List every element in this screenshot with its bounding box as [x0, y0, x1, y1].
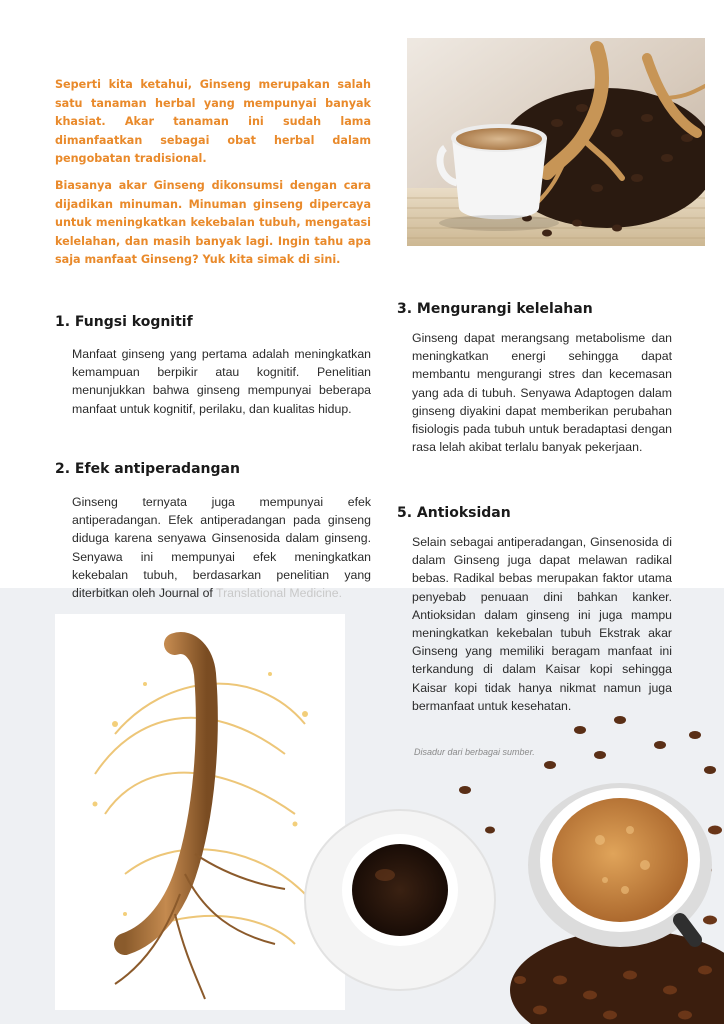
section-body: [72, 493, 371, 602]
section-body-faded-tail: Translational Medicine.: [216, 586, 343, 601]
section-mengurangi-kelelahan: [397, 301, 672, 456]
intro-text: [55, 76, 371, 278]
section-body-text: Ginseng ternyata juga mempunyai efek antiperadangan. Efek antiperadangan pada ginseng diduga karena senyawa Ginsenosida dalam ginseng. Senyawa ini mempunyai efek meningkatkan kekebalan tubuh, berdasarkan penelitian yang diterbitkan oleh Journal of: [72, 495, 371, 601]
section-body: Ginseng dapat merangsang metabolisme dan meningkatkan energi sehingga dapat membantu mengurangi stres dan kecemasan yang ada di tubuh. Senyawa Adaptogen dalam ginseng diyakini dapat memberikan perubahan fisiologis pada tubuh untuk beradaptasi dengan rasa lelah akibat terlalu banyak pekerjaan.: [412, 331, 672, 455]
section-efek-antiperadangan: [55, 461, 371, 602]
section-body: Selain sebagai antiperadangan, Ginsenosida di dalam Ginseng juga dapat melawan radikal bebas. Radikal bebas merupakan faktor utama penyebab penuaan dini bahkan kanker. Antioksidan dalam ginseng ini juga mampu meningkatkan kekebalan tubuh Ekstrak akar Ginseng yang memiliki beragam manfaat ini terkandung di dalam Kaisar kopi sehingga Kaisar kopi tidak hanya nikmat namun juga bermanfaat untuk kesehatan.: [412, 535, 672, 713]
section-title: 3. Mengurangi kelelahan: [397, 301, 593, 317]
coffee-cups-photo: [300, 690, 724, 1024]
section-title: 1. Fungsi kognitif: [55, 314, 193, 330]
section-fungsi-kognitif: [55, 314, 371, 418]
section-title: 2. Efek antiperadangan: [55, 461, 240, 477]
section-body: Manfaat ginseng yang pertama adalah meningkatkan kemampuan berpikir atau kognitif. Penelitian menunjukkan bahwa ginseng mempunyai beberapa manfaat untuk kognitif, perilaku, dan kualitas hidup.: [72, 347, 371, 416]
intro-paragraph-1: Seperti kita ketahui, Ginseng merupakan salah satu tanaman herbal yang mempunyai banyak khasiat. Akar tanaman ini sudah lama dimanfaatkan sebagai obat herbal dalam pengobatan tradisional.: [55, 78, 371, 166]
section-title: 5. Antioksidan: [397, 505, 511, 521]
ginseng-coffee-photo: [407, 38, 705, 246]
source-note: Disadur dari berbagai sumber.: [414, 747, 535, 757]
intro-paragraph-2: Biasanya akar Ginseng dikonsumsi dengan cara dijadikan minuman. Minuman ginseng dipercaya untuk meningkatkan kekebalan tubuh, mengatasi kelelahan, dan masih banyak lagi. Ingin tahu apa saja manfaat Ginseng? Yuk kita simak di sini.: [55, 178, 371, 267]
section-antioksidan: [397, 505, 672, 715]
